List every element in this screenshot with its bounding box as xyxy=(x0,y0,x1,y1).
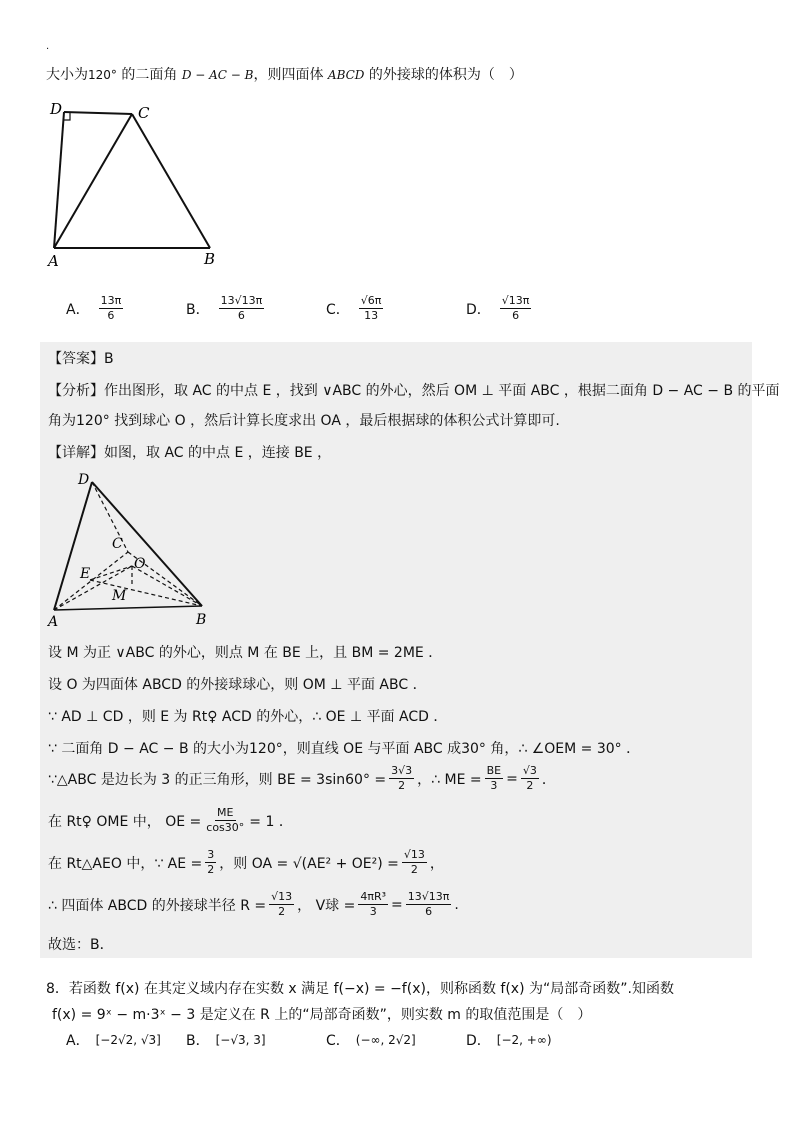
question8-line-2: f(x) = 9ˣ − m·3ˣ − 3 是定义在 R 上的“局部奇函数”，则实数 m 的取值范围是（ ） xyxy=(52,1007,592,1023)
edge-dc xyxy=(64,112,132,114)
select-line: 故选：B． xyxy=(48,937,114,953)
q8-choice-b[interactable]: B． [−√3, 3] xyxy=(186,1033,266,1049)
solution-line-5: ∵△ABC 是边长为 3 的正三角形，则 BE = 3sin60° = $\frac{3√3}{2}$ ，∴ ME = $\frac{BE}{3}$ = $\frac{√3}{2}$ ． xyxy=(48,764,556,792)
analysis-line-2: 角为120° 找到球心 O ，然后计算长度求出 OA ，最后根据球的体积公式计算即可. xyxy=(48,413,560,429)
figure-tetrahedron-3d xyxy=(40,470,240,630)
answer-line: 【答案】B xyxy=(48,351,114,367)
edge-ca xyxy=(54,114,132,248)
edge-cb xyxy=(132,114,210,248)
page-mark: · xyxy=(46,44,50,55)
fig2-label-o: O xyxy=(134,556,146,572)
q8-choice-d[interactable]: D． [−2, +∞) xyxy=(466,1033,552,1049)
label-c: C xyxy=(138,104,150,122)
solution-line-3: ∵ AD ⊥ CD ，则 E 为 Rt♀ ACD 的外心，∴ OE ⊥ 平面 ACD ． xyxy=(48,709,448,725)
solution-line-4: ∵ 二面角 D − AC − B 的大小为120°，则直线 OE 与平面 ABC 成30° 角，∴ ∠OEM = 30° ． xyxy=(48,741,641,757)
fig2-label-e: E xyxy=(80,566,91,582)
question7-stem: 大小为120° 的二面角 D − AC − B，则四面体 ABCD 的外接球的体积为（ ） xyxy=(46,67,523,83)
fig2-label-b: B xyxy=(196,612,207,628)
detail-line-1: 【详解】如图，取 AC 的中点 E ，连接 BE ， xyxy=(48,445,332,461)
edge-da xyxy=(54,112,64,248)
label-a: A xyxy=(48,252,59,270)
fig2-label-a: A xyxy=(48,614,59,630)
solution-line-8: ∴ 四面体 ABCD 的外接球半径 R = $\frac{√13}{2}$ ， V球 = $\frac{\text{4πR³}}{3}$ = $\frac{13√13\pi}{6}$ . xyxy=(48,890,459,918)
q8-choice-c[interactable]: C． (−∞, 2√2] xyxy=(326,1033,416,1049)
q7-choice-b[interactable]: B． $\frac{13√13\pi}{6}$ xyxy=(186,294,263,322)
label-b: B xyxy=(204,250,216,268)
label-d: D xyxy=(50,100,63,118)
solution-line-1: 设 M 为正 ∨ABC 的外心，则点 M 在 BE 上，且 BM = 2ME ． xyxy=(48,645,443,661)
fig2-label-c: C xyxy=(112,536,123,552)
fig2-label-m: M xyxy=(112,588,127,604)
analysis-line-1: 【分析】作出图形，取 AC 的中点 E ，找到 ∨ABC 的外心，然后 OM ⊥ 平面 ABC ，根据二面角 D − AC − B 的平面 xyxy=(48,383,780,399)
solution-line-6: 在 Rt♀ OME 中， OE = $\frac{ME}{\cos 30^\circ}$ = 1 ． xyxy=(48,806,293,834)
q8-choice-a[interactable]: A． [−2√2, √3] xyxy=(66,1033,161,1049)
figure-tetrahedron-net xyxy=(40,96,240,276)
q7-choice-a[interactable]: A． $\frac{13\pi}{6}$ xyxy=(66,294,122,322)
q7-choice-c[interactable]: C． $\frac{√6\pi}{13}$ xyxy=(326,294,382,322)
question8-line-1: 8．若函数 f(x) 在其定义域内存在实数 x 满足 f(−x) = −f(x)，则称函数 f(x) 为“局部奇函数”.知函数 xyxy=(46,981,674,997)
q7-choice-d[interactable]: D． $\frac{√13\pi}{6}$ xyxy=(466,294,530,322)
fig2-label-d: D xyxy=(78,472,90,488)
solution-line-2: 设 O 为四面体 ABCD 的外接球球心，则 OM ⊥ 平面 ABC ． xyxy=(48,677,427,693)
solution-line-7: 在 Rt△AEO 中，∵ AE = $\frac{3}{2}$ ，则 OA = √(AE² + OE²) = $\frac{√13}{2}$ ， xyxy=(48,848,444,876)
